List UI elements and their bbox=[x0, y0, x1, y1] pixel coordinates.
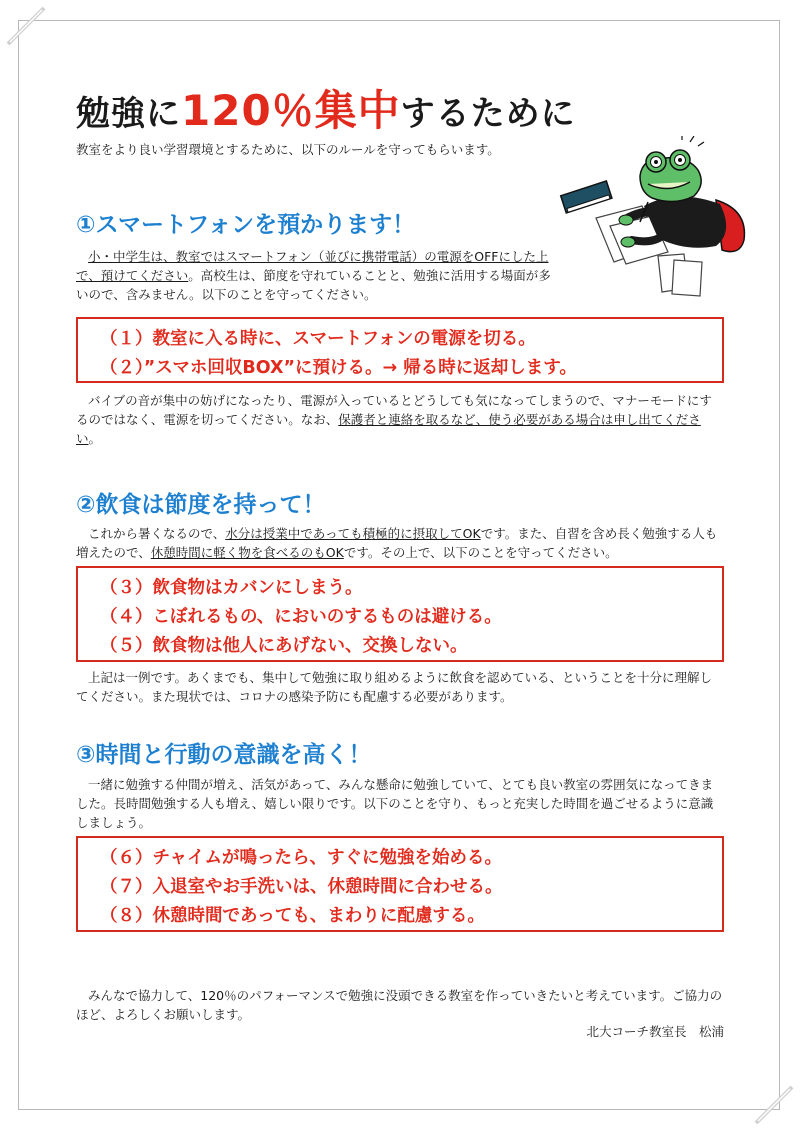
section2-text: これから暑くなるので、 bbox=[88, 526, 226, 541]
signature: 北大コーチ教室長 松浦 bbox=[586, 1024, 724, 1039]
rule-item: （６）チャイムが鳴ったら、すぐに勉強を始める。 bbox=[100, 848, 502, 868]
section1-paragraph2-end: 。 bbox=[88, 431, 102, 446]
section2-paragraph2: 上記は一例です。あくまでも、集中して勉強に取り組めるように飲食を認めている、ということを十分に理解してください。また現状では、コロナの感染予防にも配慮する必要があります。 bbox=[76, 670, 713, 704]
rule-item: （５）飲食物は他人にあげない、交換しない。 bbox=[100, 636, 468, 656]
rule-item: （４）こぼれるもの、においのするものは避ける。 bbox=[100, 607, 502, 627]
section2-underline-text2: 休憩時間に軽く物を食べるのもOK bbox=[150, 545, 344, 560]
section1-underline-text2: 保護者と連絡を取るなど、使う必要がある場合は申し出てください bbox=[76, 412, 701, 446]
section3-heading: ③時間と行動の意識を高く！ bbox=[76, 742, 372, 768]
closing-text: みんなで協力して、120％のパフォーマンスで勉強に没頭できる教室を作っていきたいと考えています。ご協力のほど、よろしくお願いします。 bbox=[76, 988, 723, 1022]
section3-paragraph1: 一緒に勉強する仲間が増え、活気があって、みんな懸命に勉強していて、とても良い教室の雰囲気になってきました。長時間勉強する人も増え、嬉しい限りです。以下のことを守り、もっと充実した時間を過ごせるように意識しましょう。 bbox=[76, 777, 714, 830]
rule-item: （１）教室に入る時に、スマートフォンの電源を切る。 bbox=[100, 329, 536, 349]
section1-paragraph2 bbox=[76, 391, 724, 448]
rule-box-3 bbox=[76, 836, 724, 932]
page-title bbox=[76, 78, 576, 138]
section2-text: です。また、自習を含め長く勉強する人も増えたので、 bbox=[76, 526, 718, 560]
section1-underline-text: 小・中学生は、教室ではスマートフォン（並びに携帯電話）の電源をOFFにした上で、預けてください bbox=[76, 249, 549, 283]
rule-box-1 bbox=[76, 317, 724, 383]
title-part1: 勉強に bbox=[76, 94, 181, 134]
intro-text: 教室をより良い学習環境とするために、以下のルールを守ってもらいます。 bbox=[76, 142, 500, 157]
rule-item: （８）休憩時間であっても、まわりに配慮する。 bbox=[100, 906, 485, 926]
section2-underline-text: 水分は授業中であっても積極的に摂取してOK bbox=[225, 526, 481, 541]
page-corner-decoration bbox=[754, 1085, 794, 1125]
section1-paragraph2-text: バイブの音が集中の妨げになったり、電源が入っているとどうしても気になってしまうので、マナーモードにするのではなく、電源を切ってください。なお、 bbox=[76, 393, 712, 427]
section1-paragraph1-text: 。高校生は、節度を守れていることと、勉強に活用する場面が多いので、含みません。以下のことを守ってください。 bbox=[76, 268, 551, 302]
section2-text: です。その上で、以下のことを守ってください。 bbox=[343, 545, 618, 560]
title-highlight: 120％集中 bbox=[181, 86, 401, 135]
section1-paragraph1 bbox=[76, 247, 554, 304]
rule-item: （７）入退室やお手洗いは、休憩時間に合わせる。 bbox=[100, 877, 503, 897]
studying-frog-illustration bbox=[556, 136, 752, 304]
section1-heading: ①スマートフォンを預かります！ bbox=[76, 212, 416, 238]
title-part2: するために bbox=[400, 94, 576, 134]
page-corner-decoration bbox=[6, 6, 46, 46]
rule-item: （３）飲食物はカバンにしまう。 bbox=[100, 578, 363, 598]
rule-box-2 bbox=[76, 566, 724, 662]
rule-item: （２）”スマホ回収BOX”に預ける。→ 帰る時に返却します。 bbox=[100, 358, 577, 378]
section2-paragraph1 bbox=[76, 524, 724, 562]
section2-heading: ②飲食は節度を持って！ bbox=[76, 492, 326, 518]
